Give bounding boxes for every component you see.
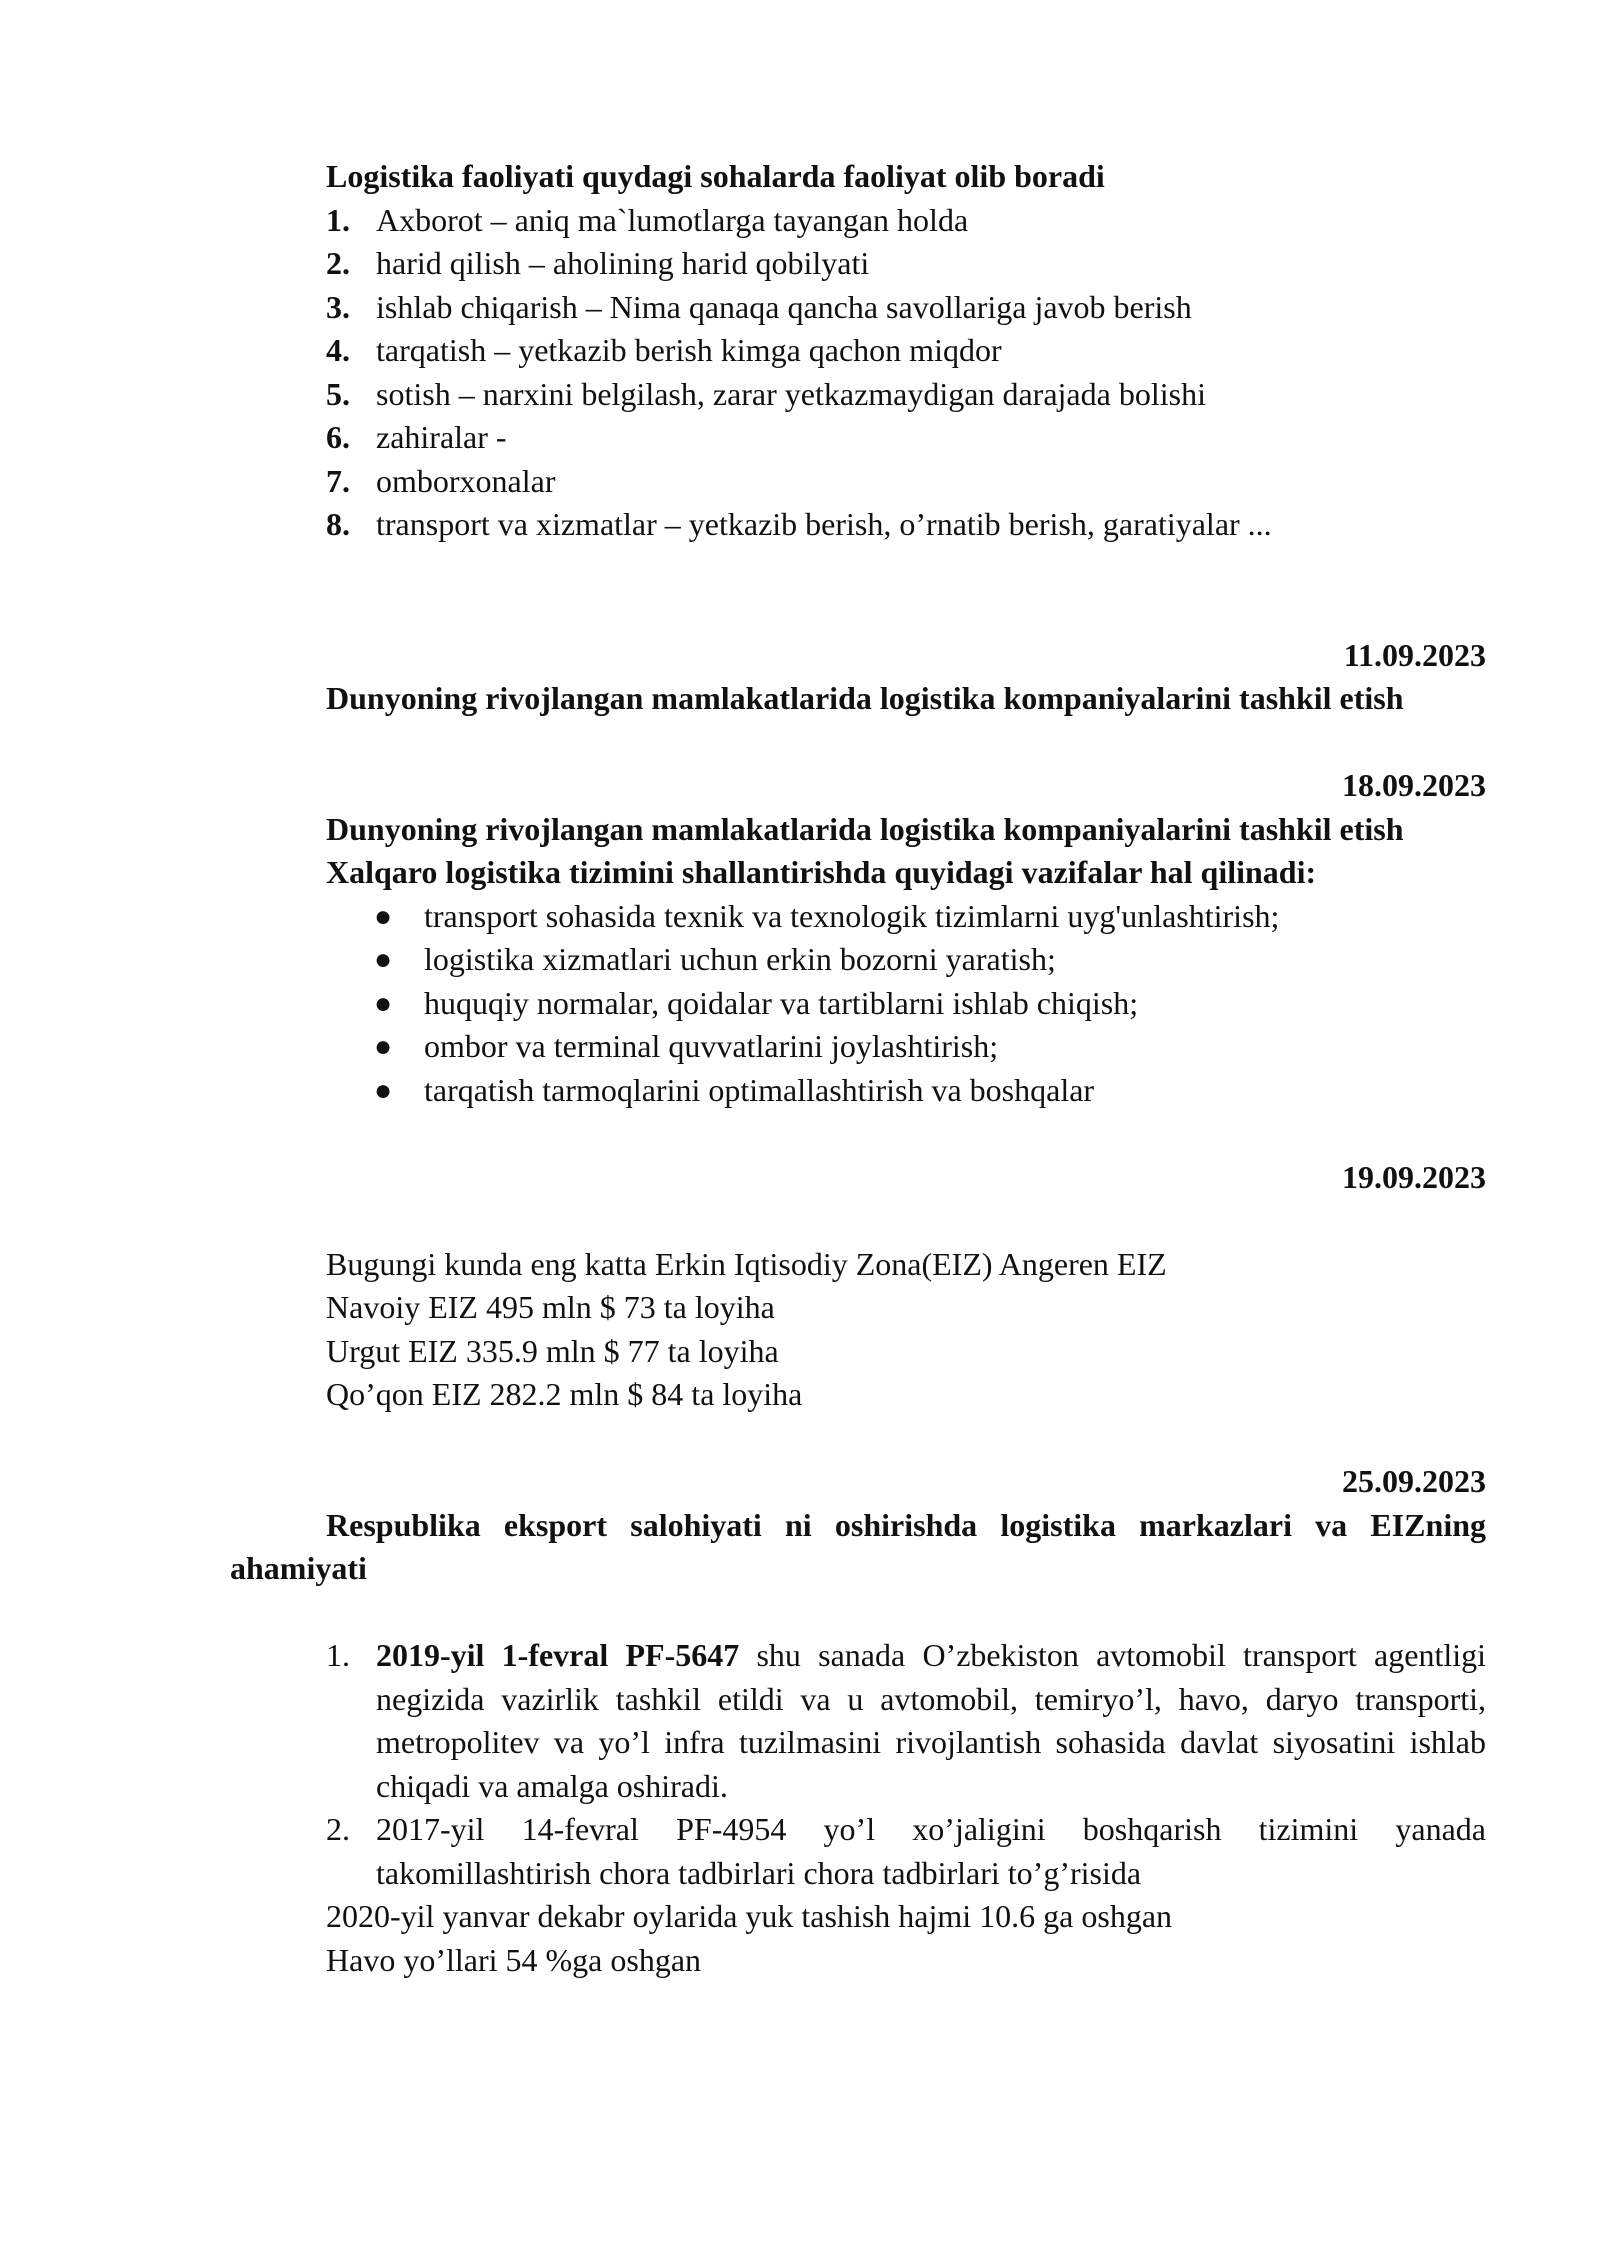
section2-title: Dunyoning rivojlangan mamlakatlarida logistika kompaniyalarini tashkil etish <box>326 680 1404 716</box>
text-line: Qo’qon EIZ 282.2 mln $ 84 ta loyiha <box>326 1376 803 1412</box>
list-item: ● huquqiy normalar, qoidalar va tartiblarni ishlab chiqish; <box>230 982 1486 1026</box>
bullet-icon: ● <box>374 899 393 933</box>
section4-date: 19.09.2023 <box>1342 1158 1486 1195</box>
text-line: Havo yo’llari 54 %ga oshgan <box>326 1941 702 1978</box>
list-item: ● tarqatish tarmoqlarini optimallashtirish va boshqalar <box>230 1069 1486 1113</box>
list-item: 2. 2017-yil 14-fevral PF-4954 yo’l xo’jaligini boshqarish tizimini yanada takomillashtirish chora tadbirlari chora tadbirlari to’g’risida <box>326 1811 1486 1891</box>
section3-subtitle: Xalqaro logistika tizimini shallantirishda quyidagi vazifalar hal qilinadi: <box>326 854 1317 890</box>
bullet-icon: ● <box>374 943 393 976</box>
section3-title: Dunyoning rivojlangan mamlakatlarida logistika kompaniyalarini tashkil etish <box>326 810 1404 847</box>
section3-bullet-list <box>230 895 1486 1113</box>
list-item: 4. tarqatish – yetkazib berish kimga qachon miqdor <box>326 332 1002 368</box>
bullet-icon: ● <box>374 1030 393 1063</box>
document-body <box>230 155 1486 1982</box>
section1-title: Logistika faoliyati quydagi sohalarda faoliyat olib boradi <box>326 158 1105 194</box>
section5-title: Respublika eksport salohiyati ni oshirishda logistika markazlari va EIZning ahamiyati <box>230 1506 1486 1586</box>
text-line: Urgut EIZ 335.9 mln $ 77 ta loyiha <box>326 1332 779 1369</box>
list-item: ● logistika xizmatlari uchun erkin bozorni yaratish; <box>230 938 1486 982</box>
list-item: 1. 2019-yil 1-fevral PF-5647 shu sanada O’zbekiston avtomobil transport agentligi negizida vazirlik tashkil etildi va u avtomobil, temiryo’l, havo, daryo transporti, metropolitev va yo’l infra tuzilmasini rivojlantish sohasida davlat siyosatini ishlab chiqadi va amalga oshiradi. <box>326 1637 1487 1804</box>
bullet-icon: ● <box>374 986 393 1020</box>
list-item: ● transport sohasida texnik va texnologik tizimlarni uyg'unlashtirish; <box>230 895 1486 939</box>
list-item: 3. ishlab chiqarish – Nima qanaqa qancha savollariga javob berish <box>326 288 1192 325</box>
bullet-icon: ● <box>374 1073 393 1107</box>
list-item: 7. omborxonalar <box>326 462 556 499</box>
section3-date: 18.09.2023 <box>1342 767 1486 803</box>
list-item: 2. harid qilish – aholining harid qobilyati <box>326 245 870 281</box>
list-item: 8. transport va xizmatlar – yetkazib berish, o’rnatib berish, garatiyalar ... <box>326 506 1272 542</box>
text-line: 2020-yil yanvar dekabr oylarida yuk tashish hajmi 10.6 ga oshgan <box>326 1898 1173 1934</box>
section1-list <box>230 199 1486 547</box>
list-item: 1. Axborot – aniq ma`lumotlarga tayangan holda <box>326 201 969 238</box>
text-line: Navoiy EIZ 495 mln $ 73 ta loyiha <box>326 1289 775 1325</box>
section5-list <box>230 1634 1486 1895</box>
text-line: Bugungi kunda eng katta Erkin Iqtisodiy Zona(EIZ) Angeren EIZ <box>326 1245 1167 1282</box>
list-item: 6. zahiralar - <box>326 419 507 455</box>
list-item: 5. sotish – narxini belgilash, zarar yetkazmaydigan darajada bolishi <box>326 375 1206 412</box>
section5-date: 25.09.2023 <box>1342 1463 1486 1499</box>
section2-date: 11.09.2023 <box>1343 636 1486 673</box>
list-item: ● ombor va terminal quvvatlarini joylashtirish; <box>230 1025 1486 1069</box>
